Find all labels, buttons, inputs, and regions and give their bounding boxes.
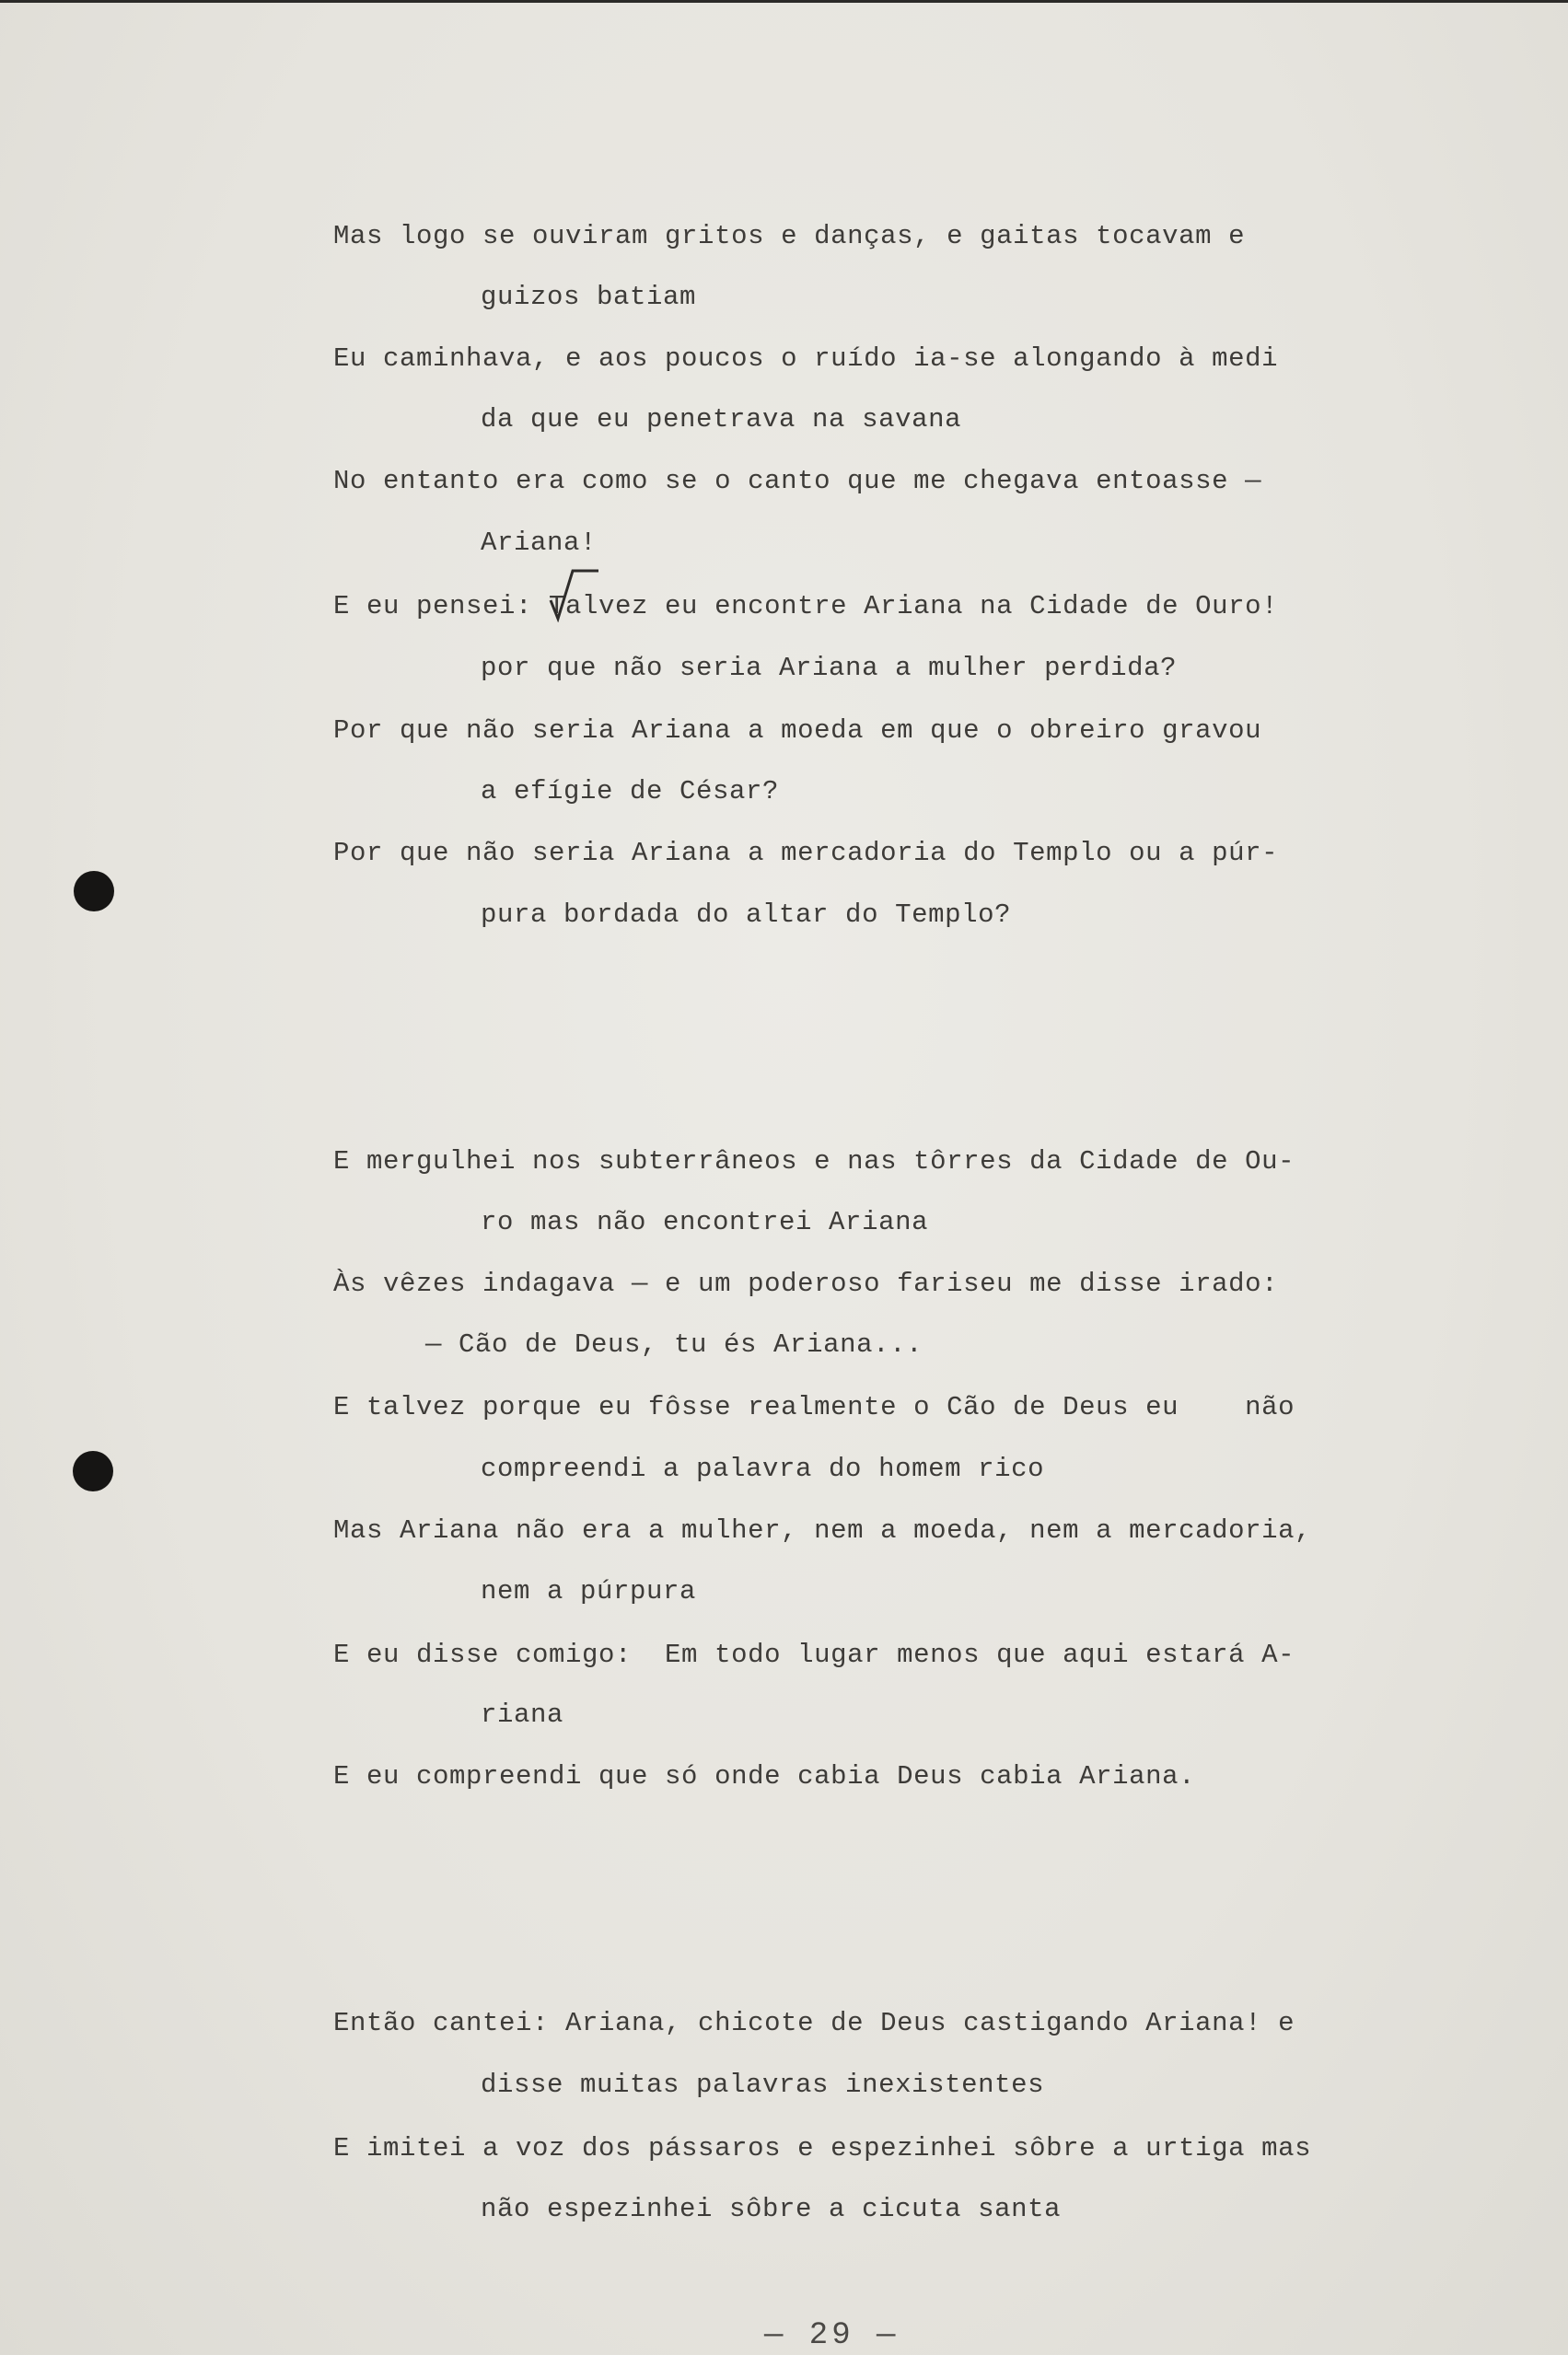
stanza-3-line-2-cont: não espezinhei sôbre a cicuta santa [481,2194,1062,2224]
stanza-1-line-1-cont: guizos batiam [481,282,697,312]
stanza-1-line-2: Eu caminhava, e aos poucos o ruído ia-se alongando à medi [333,343,1279,374]
stanza-2-line-2-cont: — Cão de Deus, tu és Ariana... [425,1329,923,1360]
insertion-mark [547,563,602,622]
stanza-2-line-1-cont: ro mas não encontrei Ariana [481,1207,929,1237]
stanza-1-line-6: Por que não seria Ariana a mercadoria do Templo ou a púr- [333,838,1279,868]
stanza-1-line-5-cont: a efígie de César? [481,776,780,806]
stanza-1-line-6-cont: pura bordada do altar do Templo? [481,899,1012,930]
stanza-1-line-2-cont: da que eu penetrava na savana [481,404,962,435]
stanza-2-line-4: Mas Ariana não era a mulher, nem a moeda, nem a mercadoria, [333,1515,1312,1546]
stanza-1-line-3-cont: Ariana! [481,528,598,558]
stanza-2-line-3-cont: compreendi a palavra do homem rico [481,1454,1045,1484]
page-number: — 29 — [764,2318,900,2353]
stanza-2-line-4-cont: nem a púrpura [481,1576,697,1607]
stanza-3-line-2: E imitei a voz dos pássaros e espezinhei sôbre a urtiga mas [333,2133,1312,2164]
stanza-1-line-1: Mas logo se ouviram gritos e danças, e gaitas tocavam e [333,221,1246,251]
stanza-2-line-1: E mergulhei nos subterrâneos e nas tôrres da Cidade de Ou- [333,1146,1295,1177]
stanza-2-line-6: E eu compreendi que só onde cabia Deus cabia Ariana. [333,1761,1196,1792]
stanza-1-line-4-cont: por que não seria Ariana a mulher perdida? [481,653,1178,683]
stanza-2-line-5-cont: riana [481,1700,564,1730]
stanza-2-line-5: E eu disse comigo: Em todo lugar menos que aqui estará A- [333,1640,1295,1670]
stanza-3-line-1: Então cantei: Ariana, chicote de Deus castigando Ariana! e [333,2008,1295,2038]
stanza-1-line-4: E eu pensei: Talvez eu encontre Ariana na Cidade de Ouro! [333,591,1279,621]
stanza-3-line-1-cont: disse muitas palavras inexistentes [481,2070,1045,2100]
stanza-2-line-3: E talvez porque eu fôsse realmente o Cão de Deus eu não [333,1392,1295,1422]
stanza-1-line-3: No entanto era como se o canto que me chegava entoasse — [333,466,1262,496]
stanza-1-line-5: Por que não seria Ariana a moeda em que o obreiro gravou [333,715,1262,746]
stanza-2-line-2: Às vêzes indagava — e um poderoso fariseu me disse irado: [333,1269,1279,1299]
